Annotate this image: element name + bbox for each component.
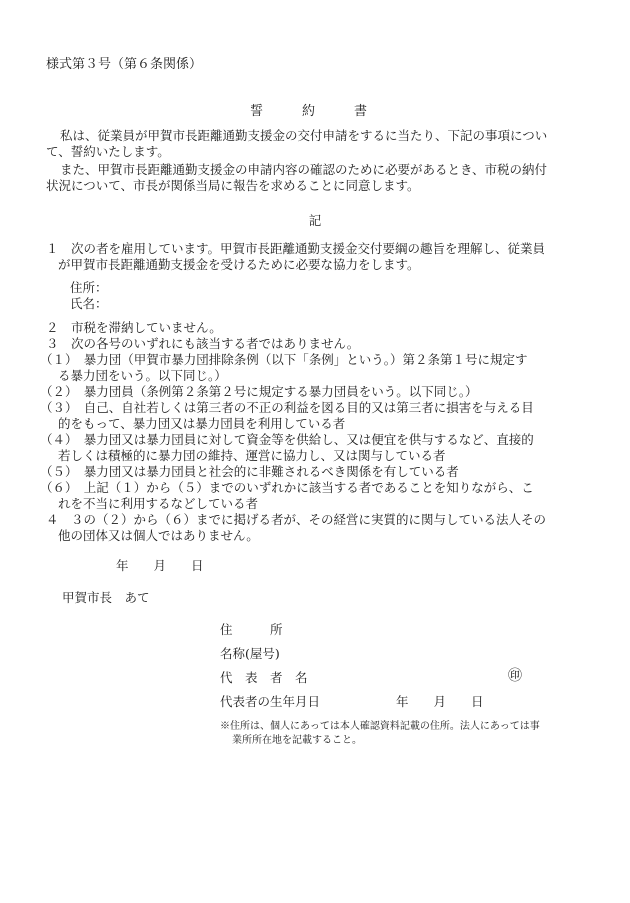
address-note-line-1: ※住所は、個人にあっては本人確認資料記載の住所。法人にあっては事	[220, 721, 540, 732]
ki-heading: 記	[308, 213, 322, 228]
representative-birthdate-label: 代表者の生年月日	[220, 694, 321, 709]
representative-name-label: 代 表 者 名	[220, 670, 308, 685]
address-note-line-2: 業所所在地を記載すること。	[232, 735, 362, 746]
intro-paragraph-1-line-1: 私は、従業員が甲賀市長距離通勤支援金の交付申請をするに当たり、下記の事項につい	[60, 128, 548, 143]
subitem-2-line-1: （２） 暴力団員（条例第２条第２号に規定する暴力団員をいう。以下同じ。）	[40, 384, 478, 399]
form-number: 様式第３号（第６条関係）	[46, 57, 203, 72]
applicant-company-label: 名称(屋号)	[220, 646, 280, 661]
subitem-6-line-1: （６） 上記（１）から（５）までのいずれかに該当する者であることを知りながら、こ	[40, 480, 534, 495]
seal-mark: ㊞	[508, 668, 522, 684]
intro-paragraph-1-line-2: て、誓約いたします。	[46, 144, 170, 159]
item-1-line-1: １ 次の者を雇用しています。甲賀市長距離通勤支援金交付要綱の趣旨を理解し、従業員	[46, 241, 546, 256]
document-title: 誓 約 書	[249, 104, 380, 119]
subitem-1-line-1: （１） 暴力団（甲賀市暴力団排除条例（以下「条例」という。）第２条第１号に規定す	[40, 352, 528, 367]
intro-paragraph-2-line-1: また、甲賀市長距離通勤支援金の申請内容の確認のために必要があるとき、市税の納付	[60, 162, 548, 177]
subitem-3-line-1: （３） 自己、自社若しくは第三者の不正の利益を図る目的又は第三者に損害を与える目	[40, 400, 534, 415]
addressee: 甲賀市長 あて	[62, 590, 150, 605]
subitem-3-line-2: 的をもって、暴力団又は暴力団員を利用している者	[58, 416, 346, 431]
representative-birthdate-value: 年 月 日	[396, 694, 484, 709]
subitem-1-line-2: る暴力団をいう。以下同じ。）	[58, 368, 227, 383]
employee-address-label: 住所：	[70, 280, 108, 295]
subitem-5-line-1: （５） 暴力団又は暴力団員と社会的に非難されるべき関係を有している者	[40, 464, 459, 479]
subitem-6-line-2: れを不当に利用するなどしている者	[58, 496, 259, 511]
item-3: ３ 次の各号のいずれにも該当する者ではありません。	[46, 336, 360, 351]
item-4-line-1: ４ ３の（２）から（６）までに掲げる者が、その経営に実質的に関与している法人その	[46, 512, 547, 527]
item-4-line-2: 他の団体又は個人ではありません。	[58, 528, 259, 543]
submission-date: 年 月 日	[116, 558, 204, 573]
employee-name-label: 氏名：	[70, 296, 108, 311]
subitem-4-line-1: （４） 暴力団又は暴力団員に対して資金等を供給し、又は便宜を供与するなど、直接的	[40, 432, 534, 447]
item-1-line-2: が甲賀市長距離通勤支援金を受けるために必要な協力をします。	[58, 257, 420, 272]
applicant-address-label: 住 所	[220, 622, 283, 637]
intro-paragraph-2-line-2: 状況について、市長が関係当局に報告を求めることに同意します。	[46, 178, 420, 193]
item-2: ２ 市税を滞納していません。	[46, 320, 222, 335]
subitem-4-line-2: 若しくは積極的に暴力団の維持、運営に協力し、又は関与している者	[58, 448, 446, 463]
